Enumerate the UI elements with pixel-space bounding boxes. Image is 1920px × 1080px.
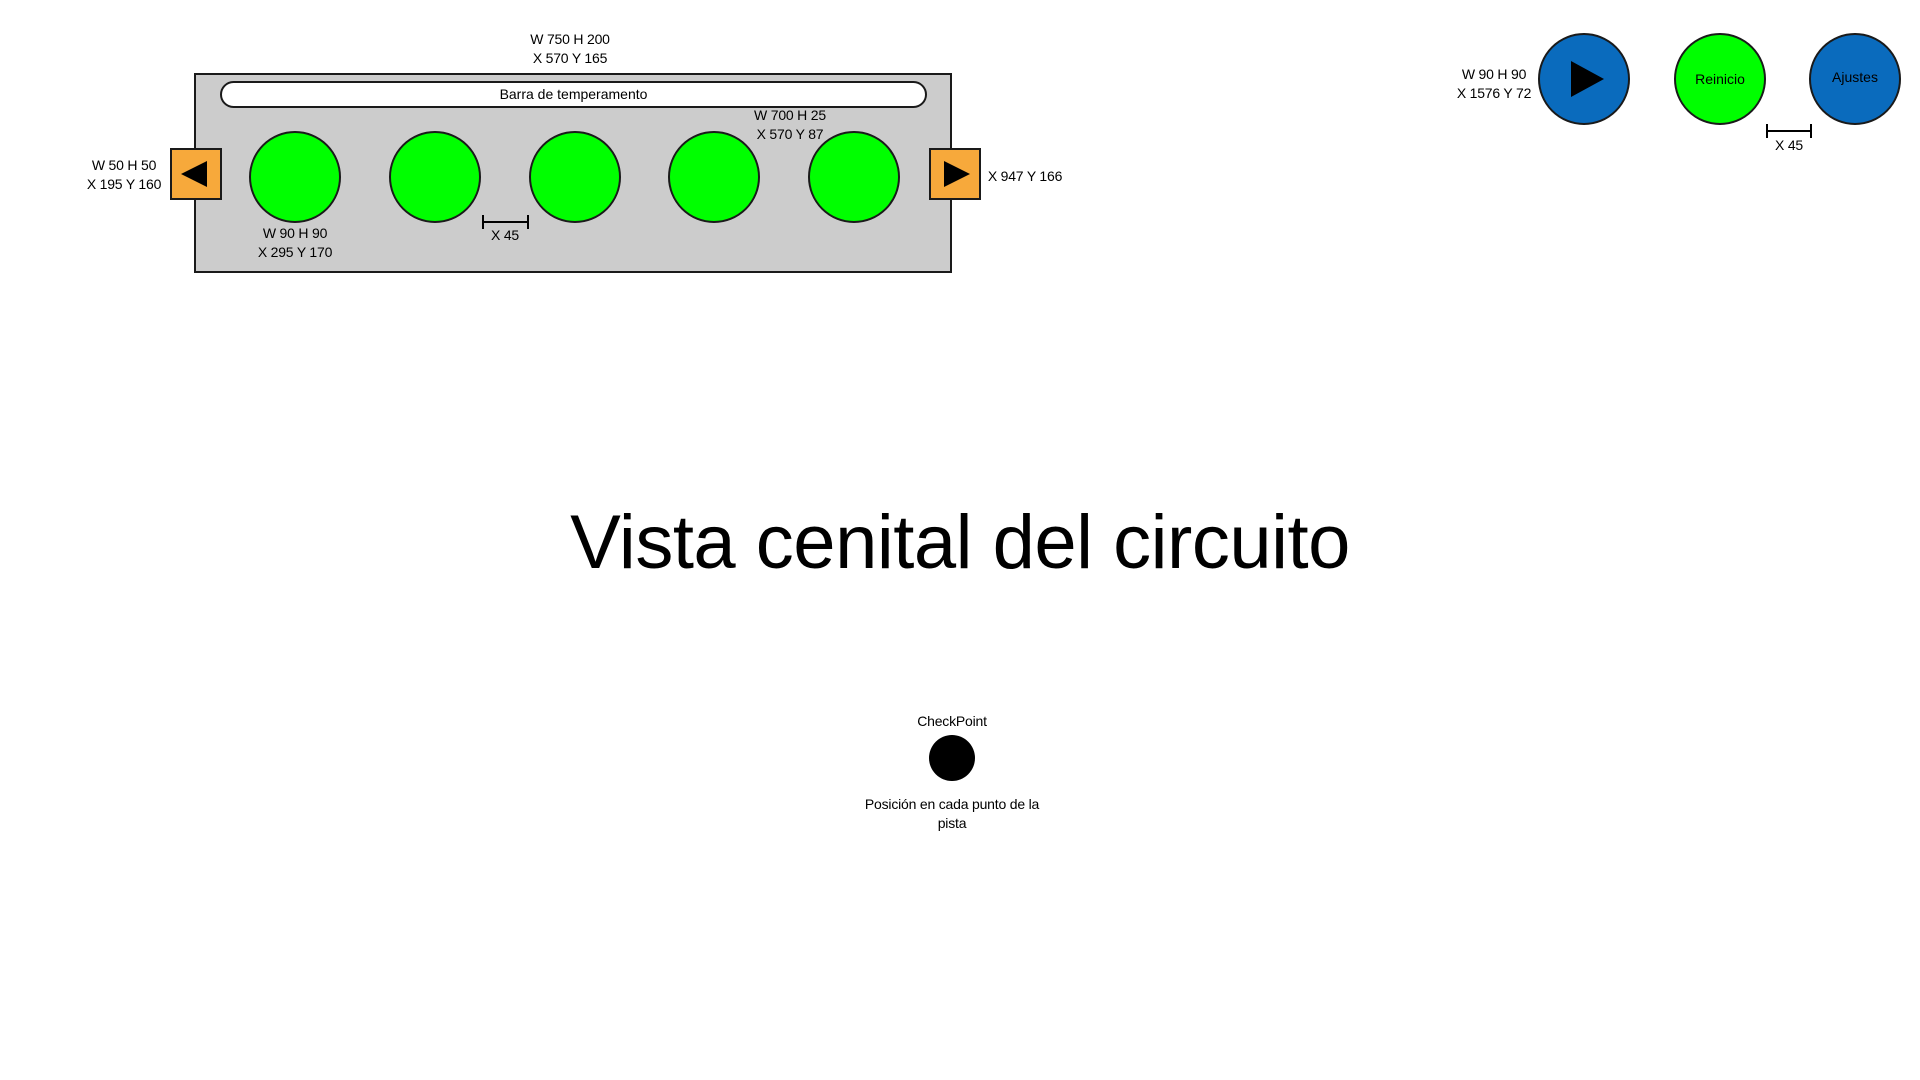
tempering-slot-1[interactable] — [249, 131, 341, 223]
play-dimension-note — [1452, 65, 1536, 103]
settings-button[interactable] — [1809, 33, 1901, 125]
slot-gap-label: X 45 — [491, 227, 519, 243]
settings-button-label: Ajustes — [1832, 69, 1878, 85]
tempering-slot-3[interactable] — [529, 131, 621, 223]
play-icon — [1540, 35, 1628, 123]
page-title: Vista cenital del circuito — [570, 500, 1350, 585]
checkpoint-label: CheckPoint — [917, 713, 987, 729]
reset-button[interactable] — [1674, 33, 1766, 125]
play-button[interactable] — [1538, 33, 1630, 125]
panel-size-text: W 750 H 200 — [530, 31, 610, 47]
play-size-text: W 90 H 90 — [1461, 66, 1527, 82]
temperament-bar-label: Barra de temperamento — [499, 86, 648, 102]
left-arrow-position-text: X 195 Y 160 — [86, 176, 162, 192]
scroll-left-button[interactable] — [170, 148, 222, 200]
temperament-bar — [220, 81, 927, 108]
panel-dimension-note — [520, 30, 620, 68]
scroll-right-button[interactable] — [929, 148, 981, 200]
panel-position-text: X 570 Y 165 — [532, 50, 608, 66]
play-position-text: X 1576 Y 72 — [1456, 85, 1532, 101]
left-arrow-size-text: W 50 H 50 — [91, 157, 157, 173]
bar-dimension-note — [740, 106, 840, 144]
tempering-slot-2[interactable] — [389, 131, 481, 223]
controls-gap-label: X 45 — [1775, 137, 1803, 153]
right-arrow-position-text: X 947 Y 166 — [987, 168, 1063, 184]
checkpoint-marker[interactable] — [929, 735, 975, 781]
slot-dimension-note — [245, 224, 345, 262]
triangle-left-icon — [172, 150, 220, 198]
bar-position-text: X 570 Y 87 — [756, 126, 824, 142]
bar-size-text: W 700 H 25 — [754, 107, 826, 123]
left-arrow-dimension-note — [84, 156, 164, 194]
tempering-slot-4[interactable] — [668, 131, 760, 223]
reset-button-label: Reinicio — [1695, 71, 1745, 87]
checkpoint-description: Posición en cada punto de la pista — [864, 796, 1040, 831]
triangle-right-icon — [931, 150, 979, 198]
slot-position-text: X 295 Y 170 — [257, 244, 333, 260]
slot-size-text: W 90 H 90 — [262, 225, 328, 241]
tempering-slot-5[interactable] — [808, 131, 900, 223]
